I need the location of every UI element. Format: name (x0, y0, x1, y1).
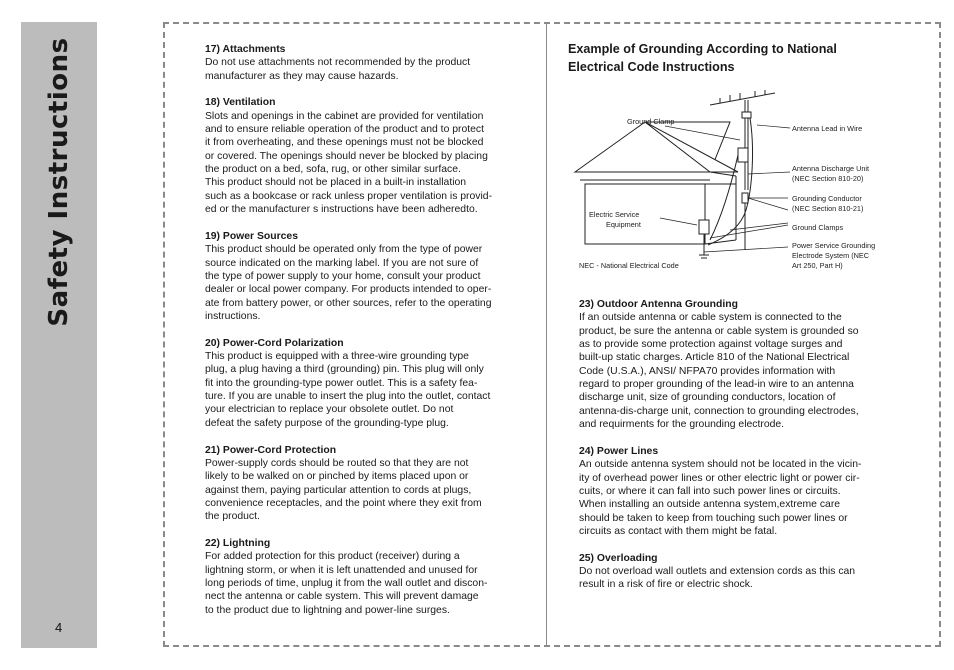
label-ground-clamps: Ground Clamps (792, 223, 844, 232)
section-body: This product should be operated only from the type of power source indicated on the marking label. If you are not sure of the type of power supply to your home, consult your product dealer or local power company. For products intended to oper- ate from battery power, or other sources, refer to the operating instructions. (205, 244, 492, 322)
page-title: Safety Instructions (44, 37, 74, 327)
section-heading: 22) Lightning (205, 537, 271, 549)
section-body: Do not use attachments not recommended by the product manufacturer as they may cause hazards. (205, 57, 471, 82)
section-heading: 17) Attachments (205, 44, 286, 55)
antenna-illustration (699, 90, 775, 258)
label-electric-service-2: Equipment (606, 220, 641, 229)
section-heading: 20) Power-Cord Polarization (205, 337, 344, 349)
label-power-service-2: Electrode System (NEC (792, 251, 870, 260)
column-divider (546, 24, 547, 645)
section-body: If an outside antenna or cable system is connected to the product, be sure the antenna or cable system is grounded so as to provide some protection against voltage surges and built-up static charges. Article 810 of the National Electrical Code (U.S.A.), ANSI/ NFPA70 provides information with regard to proper grounding of the lead-in wire to an antenna discharge unit, size of grounding conductors, location of antenna-dis-charge unit, connection to grounding electrodes, and requirments for the grounding electrode. (579, 312, 859, 431)
label-discharge-unit-1: Antenna Discharge Unit (792, 164, 870, 173)
section-heading: 18) Ventilation (205, 97, 276, 109)
section-body: For added protection for this product (receiver) during a lightning storm, or when it is left unattended and unused for long periods of time, unplug it from the wall outlet and discon- nect the antenna or cable system. This will prevent damage to the product due to lightning and power-line surges. (205, 551, 488, 616)
section-heading: 21) Power-Cord Protection (205, 444, 337, 456)
left-column (205, 43, 525, 630)
label-nec: NEC - National Electrical Code (579, 261, 679, 270)
section-body: Slots and openings in the cabinet are provided for ventilation and to ensure reliable operation of the product and to protect it from overheating, and these openings must not be blocked or covered. The openings should never be blocked by placing the product on a bed, sofa, rug, or other similar surface. This product should not be placed in a built-in installation such as a bookcase or rack unless proper ventilation is provid- ed or the manufacturer s instructions have been adheredto. (205, 110, 493, 216)
section-body: Power-supply cords should be routed so that they are not likely to be walked on or pinched by items placed upon or against them, paying particular attention to cords at plugs, convenience receptacles, and the point where they exit from the product. (205, 457, 482, 523)
section-power-cord-polarization (205, 337, 525, 430)
section-outdoor-antenna-grounding (579, 298, 889, 431)
diagram-title (568, 41, 888, 76)
section-attachments (205, 43, 525, 83)
grounding-diagram (570, 90, 900, 280)
section-heading: 24) Power Lines (579, 445, 659, 457)
section-ventilation (205, 96, 525, 216)
label-electric-service-1: Electric Service (589, 210, 640, 219)
label-discharge-unit-2: (NEC Section 810-20) (792, 174, 864, 183)
diagram-title-text: Example of Grounding According to National Electrical Code Instructions (568, 42, 837, 74)
label-antenna-lead: Antenna Lead in Wire (792, 124, 863, 133)
page-number: 4 (55, 620, 63, 635)
section-heading: 19) Power Sources (205, 230, 298, 242)
section-power-sources (205, 230, 525, 323)
label-power-service-1: Power Service Grounding (792, 241, 876, 250)
section-overloading (579, 552, 889, 592)
label-grounding-conductor-2: (NEC Section 810-21) (792, 204, 864, 213)
section-power-cord-protection (205, 444, 525, 524)
section-heading: 23) Outdoor Antenna Grounding (579, 299, 738, 310)
label-power-service-3: Art 250, Part H) (792, 261, 843, 270)
section-body: An outside antenna system should not be located in the vicin- ity of overhead power lines or other electric light or power cir- cuits, or where it can fall into such power lines or circuits. When installing an outside antenna system,extreme care should be taken to keep from touching such power lines or circuits as contact with them might be fatal. (579, 459, 862, 537)
right-column (579, 298, 889, 605)
label-ground-clamp: Ground Clamp (627, 117, 675, 126)
section-power-lines (579, 445, 889, 538)
section-body: Do not overload wall outlets and extension cords as this can result in a risk of fire or electric shock. (579, 565, 856, 591)
section-lightning (205, 537, 525, 617)
section-heading: 25) Overloading (579, 552, 658, 564)
house-illustration (575, 122, 738, 244)
section-body: This product is equipped with a three-wire grounding type plug, a plug having a third (grounding) pin. This plug will only fit into the grounding-type power outlet. This is a safety fea- ture. If you are unable to insert the plug into the outlet, contact your electrician to replace your obsolete outlet. Do not defeat the safety purpose of the grounding-type plug. (205, 351, 491, 429)
label-grounding-conductor-1: Grounding Conductor (792, 194, 862, 203)
